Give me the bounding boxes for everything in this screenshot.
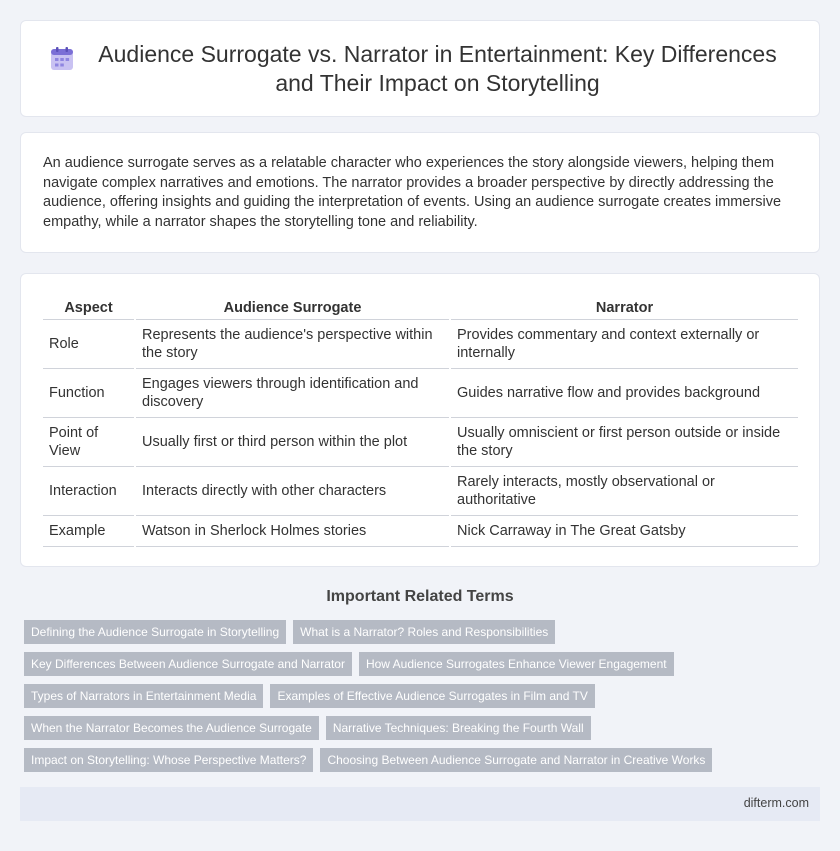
row-surrogate-value: Engages viewers through identification and discovery [135, 368, 450, 417]
row-aspect: Function [43, 368, 135, 417]
related-term-link[interactable]: Choosing Between Audience Surrogate and Narrator in Creative Works [320, 748, 712, 772]
header-audience-surrogate: Audience Surrogate [135, 294, 450, 319]
row-surrogate-value: Represents the audience's perspective within the story [135, 319, 450, 368]
header-aspect: Aspect [43, 294, 135, 319]
related-term-link[interactable]: How Audience Surrogates Enhance Viewer Engagement [359, 652, 674, 676]
row-surrogate-value: Watson in Sherlock Holmes stories [135, 515, 450, 546]
row-aspect: Point of View [43, 417, 135, 466]
related-terms-list [24, 620, 724, 780]
related-term-link[interactable]: Key Differences Between Audience Surrogate and Narrator [24, 652, 352, 676]
comparison-table [43, 294, 798, 547]
comparison-card [20, 273, 820, 567]
related-term-link[interactable]: Examples of Effective Audience Surrogates in Film and TV [270, 684, 594, 708]
related-term-link[interactable]: Narrative Techniques: Breaking the Fourth Wall [326, 716, 591, 740]
related-term-link[interactable]: When the Narrator Becomes the Audience Surrogate [24, 716, 319, 740]
title-card [20, 20, 820, 117]
row-narrator-value: Rarely interacts, mostly observational or authoritative [450, 466, 798, 515]
row-narrator-value: Usually omniscient or first person outside or inside the story [450, 417, 798, 466]
row-narrator-value: Guides narrative flow and provides background [450, 368, 798, 417]
table-row [43, 319, 798, 368]
row-narrator-value: Nick Carraway in The Great Gatsby [450, 515, 798, 546]
intro-paragraph: An audience surrogate serves as a relatable character who experiences the story alongside viewers, helping them navigate complex narratives and emotions. The narrator provides a broader perspective by directly addressing the audience, offering insights and guiding the interpretation of events. Using an audience surrogate creates immersive empathy, while a narrator shapes the storytelling tone and reliability. [43, 155, 782, 230]
table-row [43, 466, 798, 515]
related-term-link[interactable]: Defining the Audience Surrogate in Storytelling [24, 620, 286, 644]
table-row [43, 515, 798, 546]
related-term-link[interactable]: Impact on Storytelling: Whose Perspective Matters? [24, 748, 313, 772]
site-name: difterm.com [743, 796, 809, 810]
page-title: Audience Surrogate vs. Narrator in Entertainment: Key Differences and Their Impact on Storytelling [98, 40, 777, 96]
row-aspect: Role [43, 319, 135, 368]
row-surrogate-value: Interacts directly with other characters [135, 466, 450, 515]
related-terms-heading: Important Related Terms [326, 588, 514, 605]
related-term-link[interactable]: What is a Narrator? Roles and Responsibilities [293, 620, 555, 644]
table-row [43, 417, 798, 466]
row-surrogate-value: Usually first or third person within the plot [135, 417, 450, 466]
footer-bar [20, 787, 820, 821]
row-narrator-value: Provides commentary and context externally or internally [450, 319, 798, 368]
table-row [43, 368, 798, 417]
row-aspect: Interaction [43, 466, 135, 515]
related-term-link[interactable]: Types of Narrators in Entertainment Media [24, 684, 263, 708]
table-header-row [43, 294, 798, 319]
intro-card [20, 132, 820, 253]
row-aspect: Example [43, 515, 135, 546]
header-narrator: Narrator [450, 294, 798, 319]
